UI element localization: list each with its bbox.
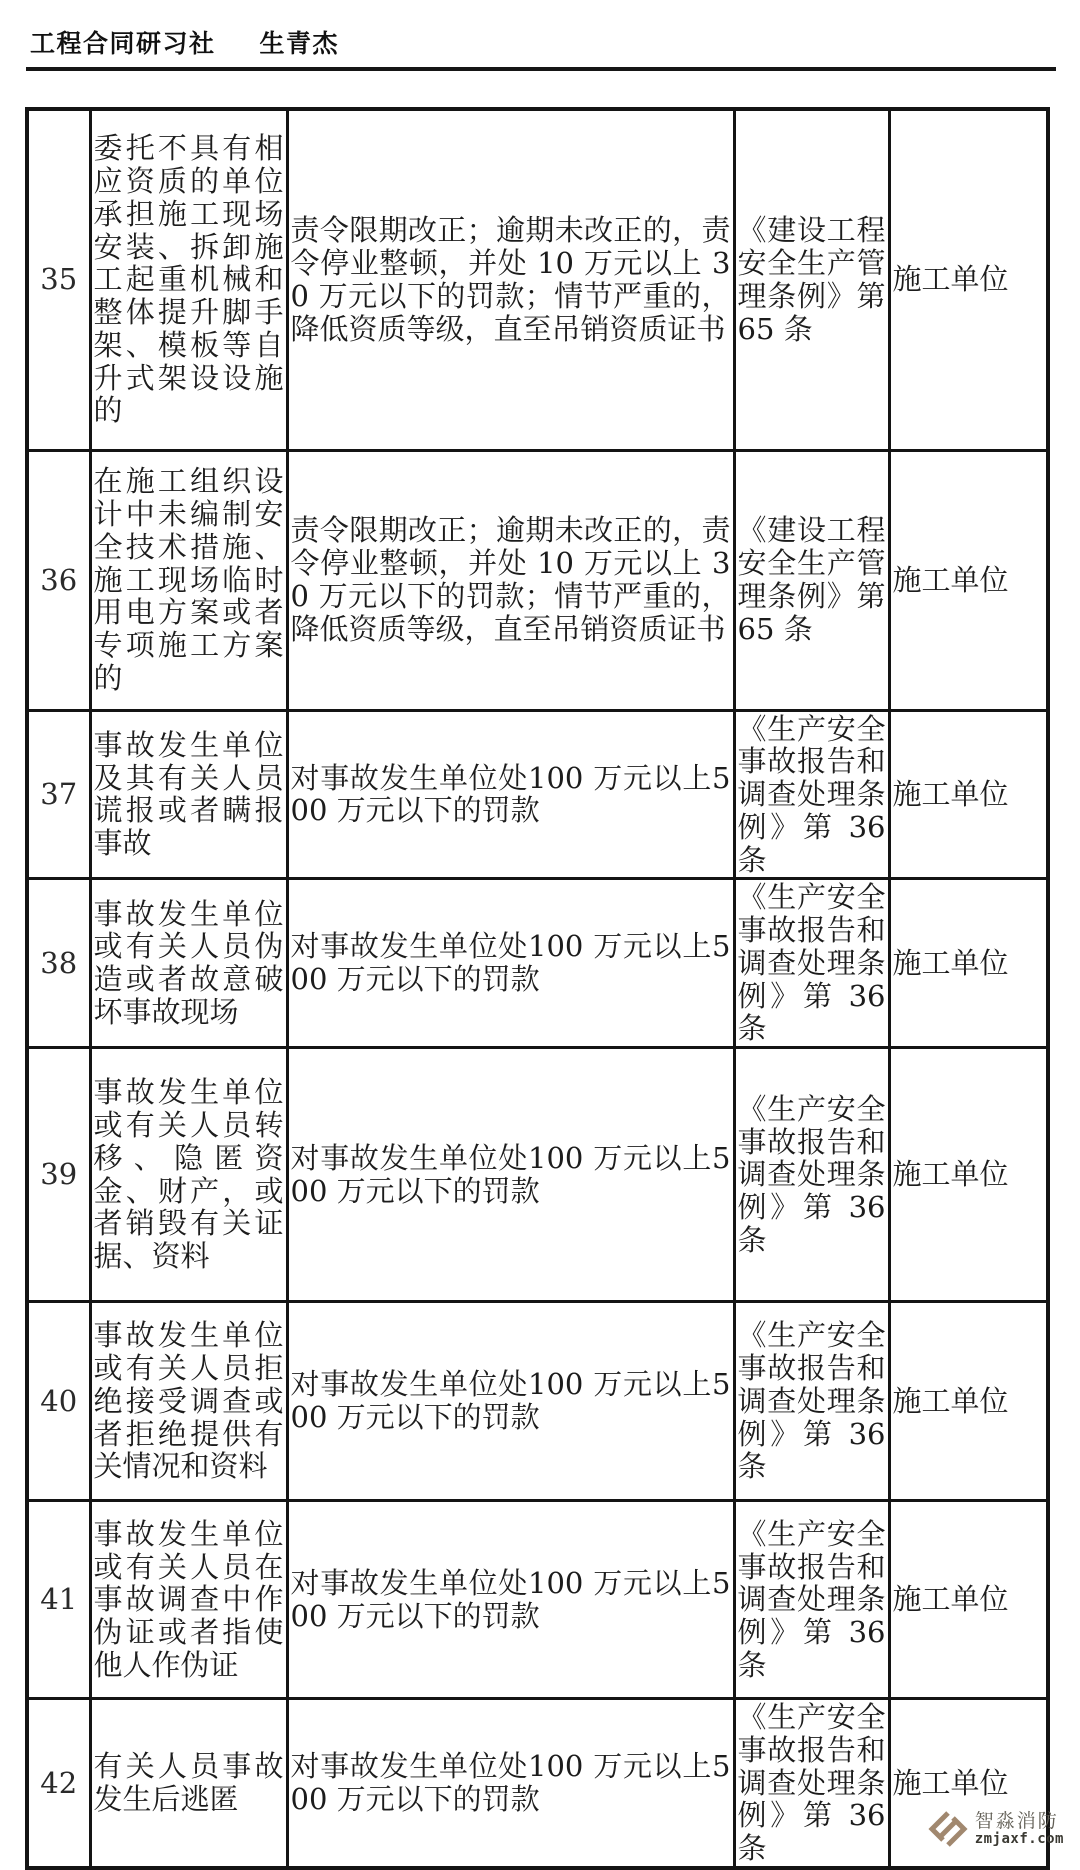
legal-basis-cell: 《建设工程安全生产管理条例》第 65 条 xyxy=(734,450,889,710)
society-name: 工程合同研习社 xyxy=(30,29,216,58)
penalty-cell: 对事故发生单位处100 万元以上500 万元以下的罚款 xyxy=(287,879,734,1048)
responsible-unit-cell: 施工单位 xyxy=(889,450,1048,710)
row-number-cell: 36 xyxy=(27,450,90,710)
header-titleline xyxy=(30,24,1056,60)
penalty-table-body xyxy=(27,109,1048,1868)
legal-basis-cell: 《生产安全事故报告和调查处理条例》第 36 条 xyxy=(734,1048,889,1302)
row-number-cell: 40 xyxy=(27,1302,90,1501)
page-header xyxy=(0,0,1080,60)
violation-cell: 有关人员事故发生后逃匿 xyxy=(90,1699,287,1868)
row-number-cell: 39 xyxy=(27,1048,90,1302)
legal-basis-cell: 《生产安全事故报告和调查处理条例》第 36 条 xyxy=(734,1501,889,1699)
responsible-unit-cell: 施工单位 xyxy=(889,879,1048,1048)
legal-basis-cell: 《生产安全事故报告和调查处理条例》第 36 条 xyxy=(734,879,889,1048)
table-row xyxy=(27,450,1048,710)
violation-cell: 事故发生单位或有关人员在事故调查中作伪证或者指使他人作伪证 xyxy=(90,1501,287,1699)
legal-basis-cell: 《生产安全事故报告和调查处理条例》第 36 条 xyxy=(734,1699,889,1868)
penalty-cell: 责令限期改正；逾期未改正的，责令停业整顿，并处 10 万元以上 30 万元以下的罚款；情节严重的，降低资质等级，直至吊销资质证书 xyxy=(287,109,734,450)
table-row xyxy=(27,1048,1048,1302)
table-row xyxy=(27,1699,1048,1868)
row-number-cell: 38 xyxy=(27,879,90,1048)
responsible-unit-cell: 施工单位 xyxy=(889,1302,1048,1501)
author-name: 生青杰 xyxy=(259,29,340,58)
row-number-cell: 42 xyxy=(27,1699,90,1868)
table-row xyxy=(27,1501,1048,1699)
legal-basis-cell: 《建设工程安全生产管理条例》第 65 条 xyxy=(734,109,889,450)
responsible-unit-cell: 施工单位 xyxy=(889,1048,1048,1302)
responsible-unit-cell: 施工单位 xyxy=(889,1699,1048,1868)
penalty-cell: 对事故发生单位处100 万元以上500 万元以下的罚款 xyxy=(287,1048,734,1302)
penalty-table xyxy=(25,107,1050,1870)
zhimiao-logo-icon xyxy=(928,1809,968,1849)
violation-cell: 事故发生单位及其有关人员谎报或者瞒报事故 xyxy=(90,710,287,879)
violation-cell: 事故发生单位或有关人员拒绝接受调查或者拒绝提供有关情况和资料 xyxy=(90,1302,287,1501)
legal-basis-cell: 《生产安全事故报告和调查处理条例》第 36 条 xyxy=(734,710,889,879)
watermark-text xyxy=(974,1809,1064,1847)
watermark-domain-label: zmjaxf.com xyxy=(974,1830,1064,1847)
penalty-cell: 对事故发生单位处100 万元以上500 万元以下的罚款 xyxy=(287,1699,734,1868)
penalty-cell: 对事故发生单位处100 万元以上500 万元以下的罚款 xyxy=(287,1302,734,1501)
table-row xyxy=(27,879,1048,1048)
violation-cell: 事故发生单位或有关人员转移、隐匿资金、财产，或者销毁有关证据、资料 xyxy=(90,1048,287,1302)
watermark-brand-label: 智淼消防 xyxy=(974,1809,1059,1832)
penalty-cell: 责令限期改正；逾期未改正的，责令停业整顿，并处 10 万元以上 30 万元以下的罚款；情节严重的，降低资质等级，直至吊销资质证书 xyxy=(287,450,734,710)
row-number-cell: 35 xyxy=(27,109,90,450)
responsible-unit-cell: 施工单位 xyxy=(889,1501,1048,1699)
legal-basis-cell: 《生产安全事故报告和调查处理条例》第 36 条 xyxy=(734,1302,889,1501)
header-divider xyxy=(26,67,1056,71)
site-watermark xyxy=(928,1809,1064,1849)
violation-cell: 委托不具有相应资质的单位承担施工现场安装、拆卸施工起重机械和整体提升脚手架、模板等自升式架设设施的 xyxy=(90,109,287,450)
responsible-unit-cell: 施工单位 xyxy=(889,109,1048,450)
row-number-cell: 37 xyxy=(27,710,90,879)
row-number-cell: 41 xyxy=(27,1501,90,1699)
violation-cell: 事故发生单位或有关人员伪造或者故意破坏事故现场 xyxy=(90,879,287,1048)
violation-cell: 在施工组织设计中未编制安全技术措施、施工现场临时用电方案或者专项施工方案的 xyxy=(90,450,287,710)
table-row xyxy=(27,109,1048,450)
responsible-unit-cell: 施工单位 xyxy=(889,710,1048,879)
table-row xyxy=(27,1302,1048,1501)
penalty-cell: 对事故发生单位处100 万元以上500 万元以下的罚款 xyxy=(287,710,734,879)
penalty-cell: 对事故发生单位处100 万元以上500 万元以下的罚款 xyxy=(287,1501,734,1699)
table-row xyxy=(27,710,1048,879)
